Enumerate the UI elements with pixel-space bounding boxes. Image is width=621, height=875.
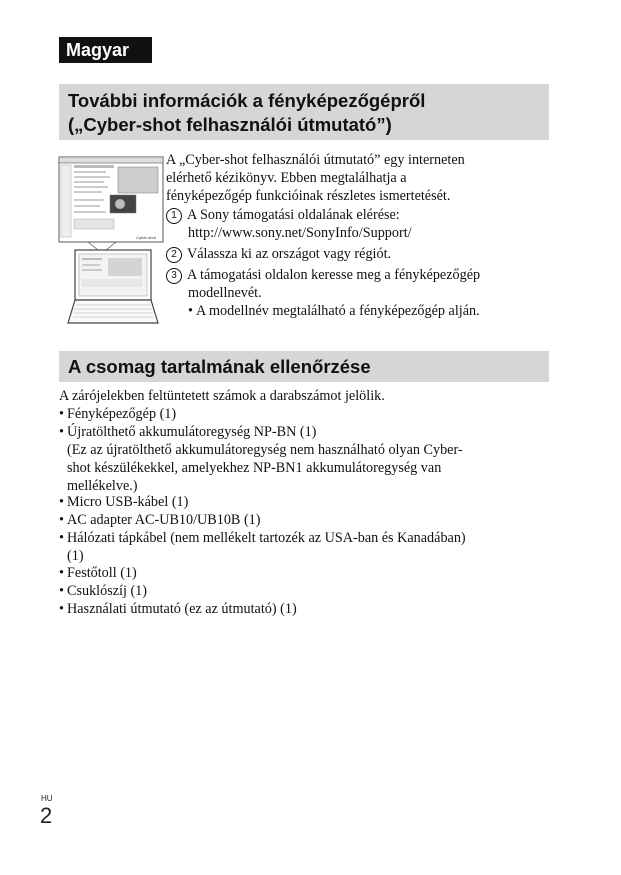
list-item-continuation: (1) (67, 548, 84, 564)
contents-intro: A zárójelekben feltüntetett számok a darabszámot jelölik. (59, 388, 385, 404)
list-item: • Micro USB-kábel (1) (59, 493, 188, 511)
list-item: • Újratölthető akkumulátoregység NP-BN (1) (59, 423, 316, 441)
laptop-keyboard (68, 300, 158, 323)
intro-line-2: elérhető kézikönyv. Ebben megtalálhatja a (166, 170, 407, 186)
list-item: • Hálózati tápkábel (nem mellékelt tartozék az USA-ban és Kanadában) (59, 529, 466, 547)
list-item: • Festőtoll (1) (59, 564, 137, 582)
step-1: 1 A Sony támogatási oldalának elérése: (166, 206, 400, 224)
step-2: 2 Válassza ki az országot vagy régiót. (166, 245, 391, 263)
photo-thumbnail (118, 167, 158, 193)
list-item-continuation: (Ez az újratölthető akkumulátoregység nem használható olyan Cyber- (67, 442, 463, 458)
step-3-continued: modellnevét. (188, 285, 262, 301)
intro-line-3: fényképezőgép funkcióinak részletes ismertetését. (166, 188, 451, 204)
step-number-badge: 2 (166, 247, 182, 263)
heading-line-2: („Cyber-shot felhasználói útmutató”) (68, 114, 392, 135)
footer-language-code: HU (41, 794, 53, 803)
heading-line-1: További információk a fényképezőgépről (68, 90, 426, 111)
step-number-badge: 3 (166, 268, 182, 284)
support-url: http://www.sony.net/SonyInfo/Support/ (188, 225, 412, 241)
list-item-continuation: shot készülékekkel, amelyekhez NP-BN1 akkumulátoregység van (67, 460, 442, 476)
section-heading-package-contents: A csomag tartalmának ellenőrzése (59, 351, 549, 382)
section-heading-more-info (59, 84, 549, 140)
illustration-label: Cyber-shot (136, 235, 156, 240)
page-number: 2 (40, 803, 53, 828)
list-item-continuation: mellékelve.) (67, 478, 138, 494)
laptop-manual-illustration (58, 155, 166, 327)
list-item: • Használati útmutató (ez az útmutató) (1) (59, 600, 297, 618)
step-3: 3 A támogatási oldalon keresse meg a fényképezőgép (166, 266, 480, 284)
model-name-note: • A modellnév megtalálható a fényképezőgép alján. (188, 302, 480, 320)
list-item: • Fényképezőgép (1) (59, 405, 176, 423)
language-tab: Magyar (59, 37, 152, 63)
step-number-badge: 1 (166, 208, 182, 224)
list-item: • AC adapter AC-UB10/UB10B (1) (59, 511, 260, 529)
intro-line-1: A „Cyber-shot felhasználói útmutató” egy interneten (166, 152, 465, 168)
list-item: • Csuklószíj (1) (59, 582, 147, 600)
